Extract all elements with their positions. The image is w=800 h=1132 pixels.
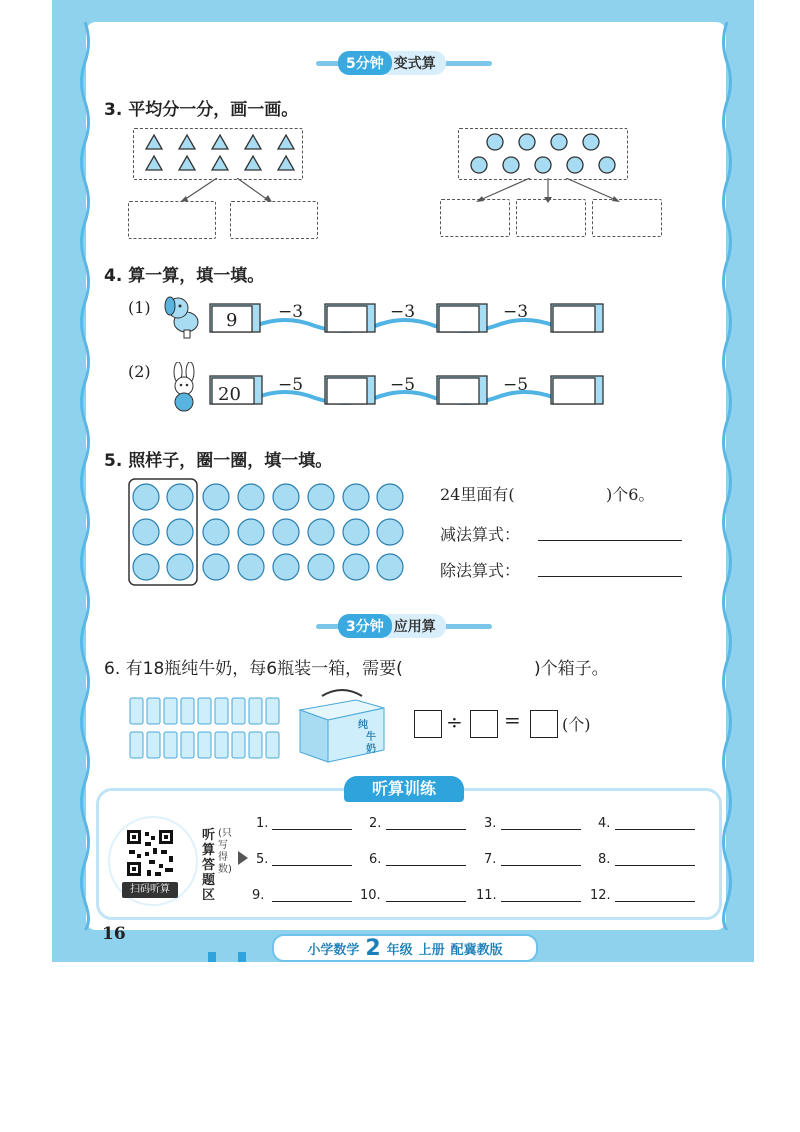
puppy-icon: [160, 292, 208, 340]
answer-box[interactable]: [530, 710, 558, 738]
q5-line2: 减法算式：: [440, 525, 521, 544]
triangle-arrow-icon: [238, 851, 248, 865]
section-banner-applied: [316, 615, 492, 637]
footer-volume: 上册: [418, 942, 445, 958]
answer-box[interactable]: [230, 201, 318, 239]
question-4-title: 4. 算一算，填一填。: [104, 266, 265, 286]
answer-number: 4.: [598, 816, 611, 831]
section-badge: 5分钟: [338, 51, 392, 75]
row-label: (2): [128, 362, 151, 381]
q5-line3: 除法算式：: [440, 561, 521, 580]
footer-badge: [272, 934, 538, 962]
answer-box[interactable]: [414, 710, 442, 738]
op-label: −3: [390, 302, 416, 322]
triangle-shapes: [134, 129, 302, 179]
section-banner-variant: [316, 52, 492, 74]
question-5-title: 5. 照样子，圈一圈，填一填。: [104, 451, 333, 471]
answer-line[interactable]: [272, 829, 352, 830]
answer-line[interactable]: [272, 865, 352, 866]
answer-number: 5.: [256, 852, 269, 867]
circle-shapes: [459, 129, 627, 179]
answer-box[interactable]: [128, 201, 216, 239]
answer-area-label: 听算答题区: [202, 828, 216, 903]
question-6-title-end: )个箱子。: [534, 659, 609, 679]
answer-line[interactable]: [501, 829, 581, 830]
footer-mark: [238, 952, 246, 962]
footer-grade: 2: [365, 935, 381, 961]
svg-text:纯: 纯: [358, 720, 368, 731]
page-number: 16: [102, 924, 126, 944]
answer-line[interactable]: [615, 829, 695, 830]
answer-area-note: (只写得数): [218, 828, 232, 875]
answer-box[interactable]: [592, 199, 662, 237]
svg-text:牛: 牛: [366, 732, 376, 743]
bunny-icon: [164, 362, 208, 418]
answer-line[interactable]: [615, 865, 695, 866]
answer-number: 10.: [360, 888, 381, 903]
start-value: 9: [226, 310, 238, 331]
answer-number: 12.: [590, 888, 611, 903]
triangle-group: [133, 128, 303, 180]
subtraction-answer-line[interactable]: [538, 540, 682, 541]
answer-number: 1.: [256, 816, 269, 831]
answer-line[interactable]: [272, 901, 352, 902]
answer-box[interactable]: [440, 199, 510, 237]
question-3-title: 3. 平均分一分，画一画。: [104, 100, 299, 120]
answer-number: 8.: [598, 852, 611, 867]
unit-label: (个): [562, 715, 591, 734]
answer-line[interactable]: [386, 829, 466, 830]
op-label: −5: [503, 375, 529, 395]
answer-box[interactable]: [516, 199, 586, 237]
answer-number: 3.: [484, 816, 497, 831]
q5-line1-end: )个6。: [606, 485, 655, 504]
section-badge: 3分钟: [338, 614, 392, 638]
milk-box-icon: [296, 686, 388, 766]
section-label: 应用算: [386, 614, 446, 638]
listening-title: 听算训练: [344, 776, 464, 802]
start-value: 20: [218, 384, 241, 405]
answer-line[interactable]: [501, 865, 581, 866]
answer-number: 7.: [484, 852, 497, 867]
section-label: 变式算: [386, 51, 446, 75]
milk-bottles: [128, 694, 292, 764]
question-6-title-start: 6. 有18瓶纯牛奶，每6瓶装一箱，需要(: [104, 659, 403, 679]
op-label: −3: [278, 302, 304, 322]
answer-line[interactable]: [386, 901, 466, 902]
wavy-border-left: [78, 22, 92, 930]
answer-number: 6.: [369, 852, 382, 867]
divide-sign: ÷: [446, 710, 463, 734]
footer-mark: [208, 952, 216, 962]
answer-number: 11.: [476, 888, 497, 903]
op-label: −5: [278, 375, 304, 395]
op-label: −3: [503, 302, 529, 322]
answer-line[interactable]: [501, 901, 581, 902]
op-label: −5: [390, 375, 416, 395]
svg-text:奶: 奶: [366, 744, 376, 755]
row-label: (1): [128, 298, 151, 317]
qr-code-icon[interactable]: [125, 828, 175, 878]
footer-edition: 配冀教版: [450, 942, 503, 958]
wavy-border-right: [720, 22, 734, 930]
answer-line[interactable]: [386, 865, 466, 866]
answer-line[interactable]: [615, 901, 695, 902]
answer-number: 9.: [252, 888, 265, 903]
division-answer-line[interactable]: [538, 576, 682, 577]
equals-sign: =: [504, 708, 521, 732]
peach-grid: [128, 478, 408, 588]
footer-subject: 小学数学: [307, 942, 360, 958]
scan-label: 扫码听算: [122, 882, 178, 898]
q5-line1-start: 24里面有(: [440, 485, 515, 504]
answer-number: 2.: [369, 816, 382, 831]
circle-group: [458, 128, 628, 180]
footer-grade-suffix: 年级: [386, 942, 413, 958]
answer-box[interactable]: [470, 710, 498, 738]
